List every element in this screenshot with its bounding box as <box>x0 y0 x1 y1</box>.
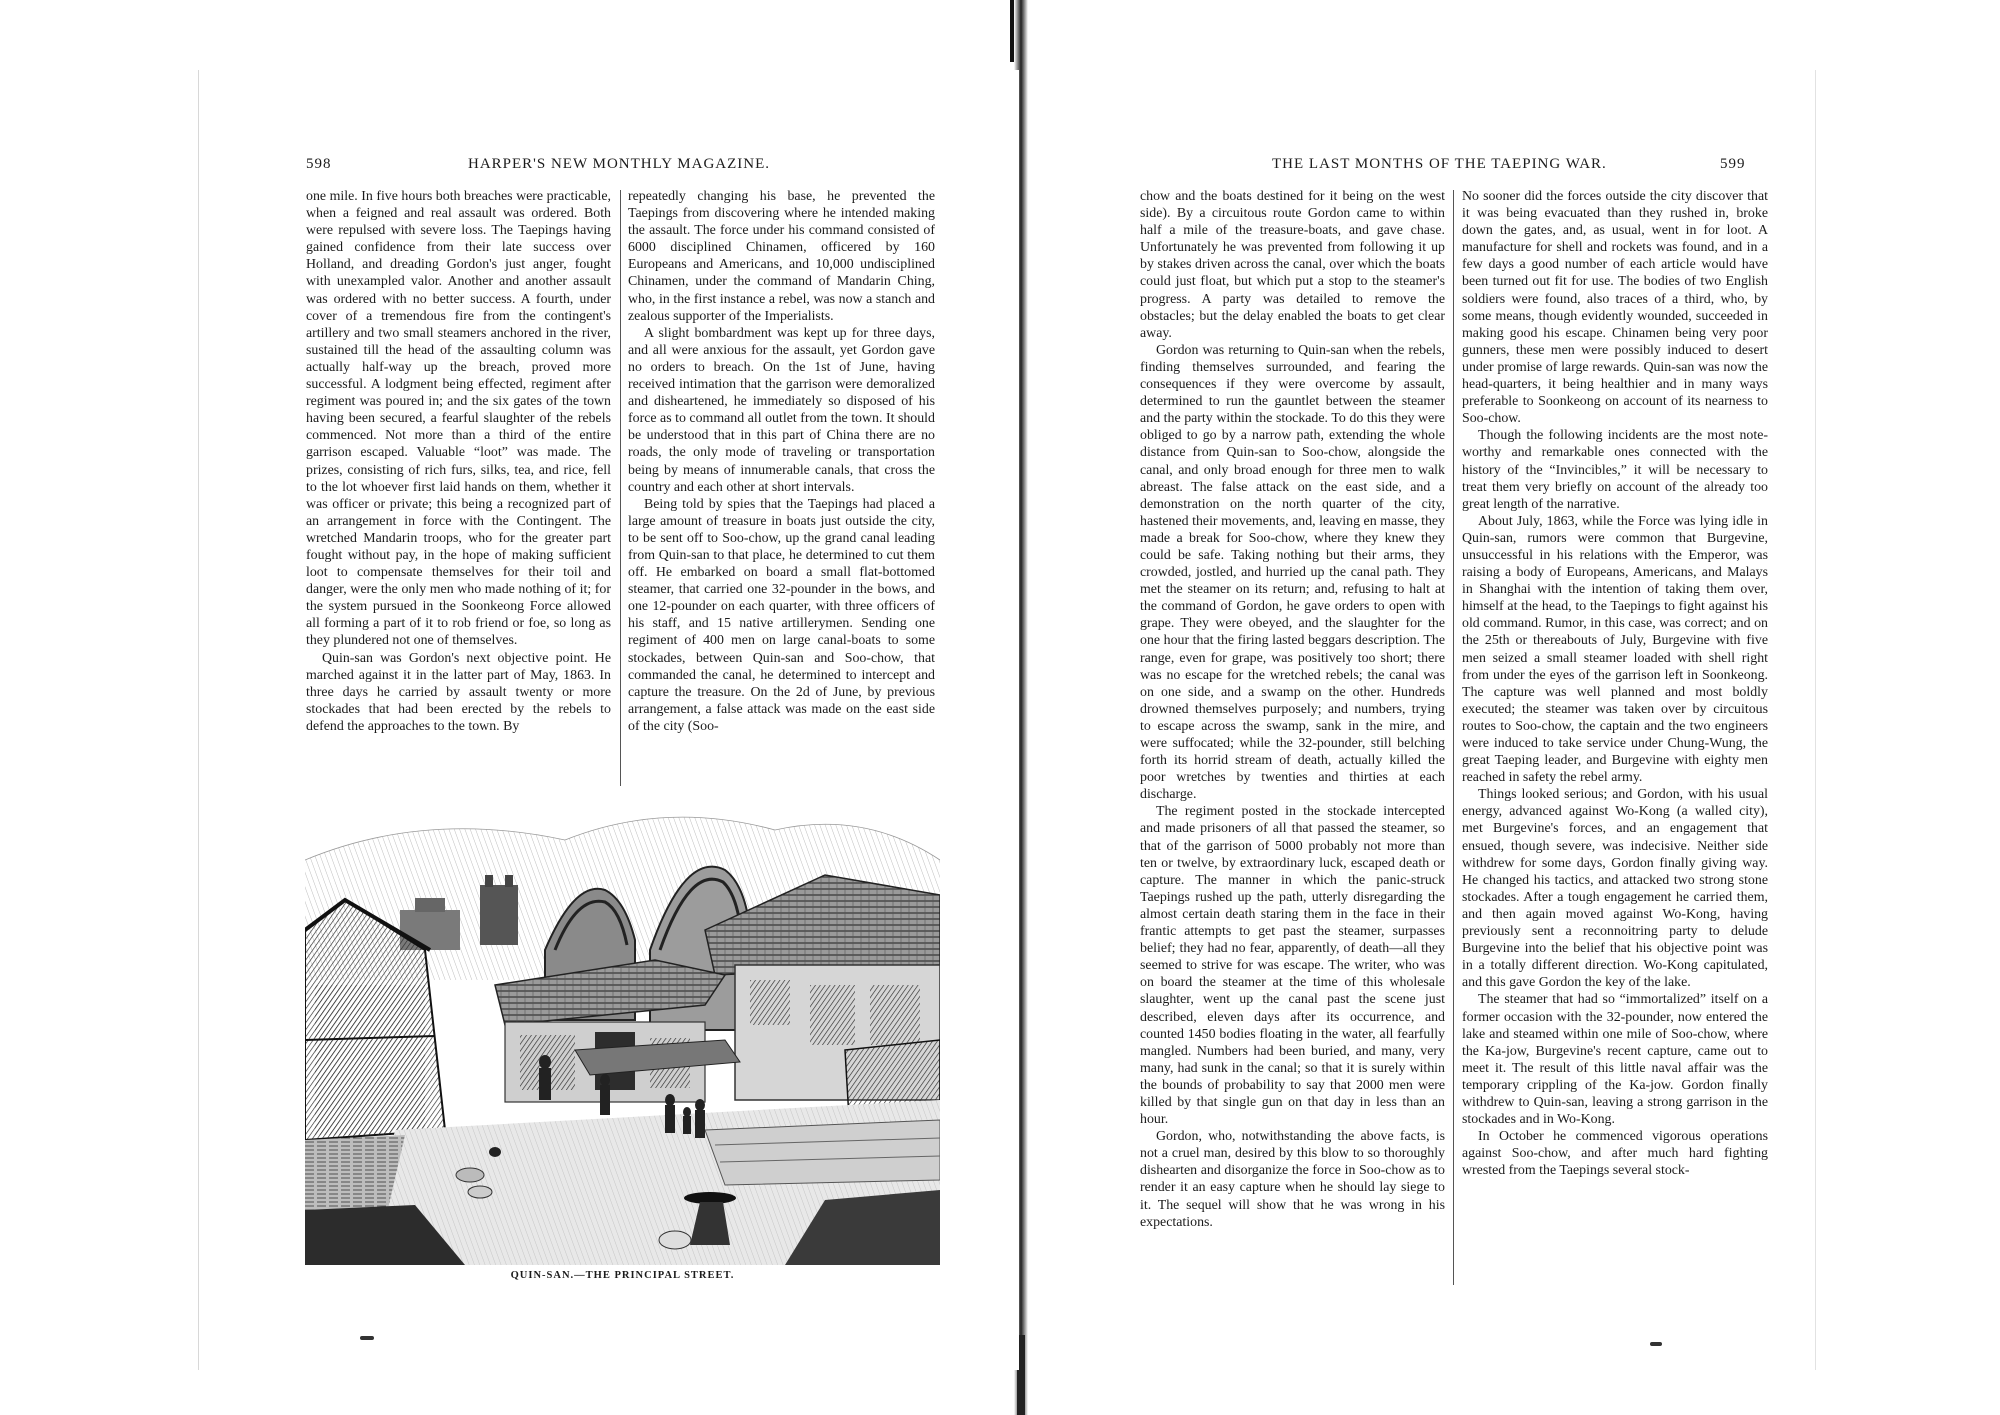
print-mark <box>360 1336 374 1340</box>
paragraph: repeatedly changing his base, he prevented the Taepings from discovering where he intended making the assault. The force under his command consisted of 6000 disciplined Chinamen, officered by 160 Europeans and Americans, and 10,000 undisciplined Chinamen, under the command of Mandarin Ching, who, in the first instance a rebel, was now a stanch and zealous supporter of the Imperialists. <box>628 189 935 324</box>
paragraph: Gordon, who, notwithstanding the above facts, is not a cruel man, desired by this blow to so thoroughly dishearten and disorganize the force in Soo-chow as to render it an easy capture when he should lay siege to it. The sequel will show that he was wrong in his expectations. <box>1140 1129 1445 1230</box>
paragraph: No sooner did the forces outside the city discover that it was being evacuated than they rushed in, broke down the gates, and, as usual, went in for loot. A manufacture for shell and rockets was found, and in a few days a good number of each article would have been turned out fit for use. The bodies of two English soldiers were found, also traces of a third, who, by some means, though evidently wounded, succeeded in making good his escape. Chinamen being very poor gunners, these men were possibly induced to desert under promise of large rewards. Quin-san was now the head-quarters, it being healthier and in many ways preferable to Soonkeong on account of its nearness to Soo-chow. <box>1462 189 1768 427</box>
paragraph: Quin-san was Gordon's next objective point. He marched against it in the latter part of May, 1863. In three days he carried by assault twenty or more stockades that had been erected by the rebels to defend the approaches to the town. By <box>306 650 611 734</box>
paragraph: Things looked serious; and Gordon, with his usual energy, advanced against Wo-Kong (a walled city), met Burgevine's forces, and an engagement that ensued, though severe, was indecisive. Neither side withdrew for some days, Gordon finally giving way. He changed his tactics, and attacked two strong stone stockades. After a tough engagement he carried them, and then again moved against Wo-Kong, having previously sent a reconnoitring party to delude Burgevine into the belief that his objective point was in a totally different direction. Wo-Kong capitulated, and this gave Gordon the key of the lake. <box>1462 787 1768 991</box>
paragraph: About July, 1863, while the Force was lying idle in Quin-san, rumors were common that Burgevine, unsuccessful in his relations with the Emperor, was raising a body of Europeans, Americans, and Malays in Shanghai with the intention of taking them over, himself at the head, to the Taepings to fight against his old command. Rumor, in this case, was correct; and on the 25th or thereabouts of July, Burgevine with five men seized a small steamer loaded with shell right from under the eyes of the garrison left in Soonkeong. The capture was well planned and most boldly executed; the steamer was taken over by circuitous routes to Soo-chow, the captain and the two engineers were induced to take service under Chung-Wung, the great Taeping leader, and Burgevine with eighty men reached in safety the rebel army. <box>1462 513 1768 786</box>
running-head-right: THE LAST MONTHS OF THE TAEPING WAR. <box>1272 156 1607 172</box>
paragraph: The steamer that had so “immortalized” itself on a former occasion with the 32-pounder, now entered the lake and steamed within one mile of Soo-chow, where the Ka-jow, Burgevine's recent capture, came out to meet it. The result of this little naval affair was the temporary crippling of the Ka-jow. Gordon finally withdrew to Quin-san, leaving a strong garrison in the stockades and in Wo-Kong. <box>1462 992 1768 1128</box>
paragraph: Though the following incidents are the most note-worthy and remarkable ones connected with the history of the “Invincibles,” it will be necessary to treat them very briefly on account of the already too great length of the narrative. <box>1462 428 1768 512</box>
paragraph: A slight bombardment was kept up for three days, and all were anxious for the assault, yet Gordon gave no orders to breach. On the 1st of June, having received intimation that the garrison were demoralized and disheartened, he immediately so disposed of his force as to command all outlet from the town. It should be understood that in this part of China there are no roads, the only mode of traveling or transportation being by means of innumerable canals, that cross the country and each other at short intervals. <box>628 325 935 495</box>
quin-san-street-engraving <box>305 800 940 1265</box>
right-column-1 <box>1140 188 1445 1290</box>
column-rule <box>1453 190 1454 1285</box>
right-column-2 <box>1462 188 1768 1290</box>
running-head-left: HARPER'S NEW MONTHLY MAGAZINE. <box>468 156 771 172</box>
print-mark <box>1650 1342 1662 1346</box>
illustration-caption: QUIN-SAN.—THE PRINCIPAL STREET. <box>510 1270 735 1281</box>
page-number-left: 598 <box>306 156 332 172</box>
column-rule <box>620 190 621 786</box>
paragraph: In October he commenced vigorous operations against Soo-chow, and after much hard fighting wrested from the Taepings several stock- <box>1462 1129 1768 1179</box>
left-column-2 <box>628 188 935 788</box>
paragraph: chow and the boats destined for it being on the west side). By a circuitous route Gordon came to within half a mile of the treasure-boats, and gave chase. Unfortunately he was prevented from following it up by stakes driven across the canal, over which the boats could just float, but which put a stop to the steamer's progress. A party was detailed to remove the obstacles; but the delay enabled the boats to get clear away. <box>1140 189 1445 341</box>
paragraph: Being told by spies that the Taepings had placed a large amount of treasure in boats just outside the city, to be sent off to Soo-chow, up the grand canal leading from Quin-san to that place, he determined to cut them off. He embarked on board a small flat-bottomed steamer, that carried one 32-pounder in the bows, and one 12-pounder on each quarter, with three officers of his staff, and 15 native artillerymen. Sending one regiment of 400 men on large canal-boats to some stockades, between Quin-san and Soo-chow, that commanded the canal, he determined to intercept and capture the treasure. On the 2d of June, by previous arrangement, a false attack was made on the east side of the city (Soo- <box>628 496 935 734</box>
paragraph: one mile. In five hours both breaches were practicable, when a feigned and real assault was ordered. Both were repulsed with severe loss. The Taepings having gained confidence from their late success over Holland, and dreading Gordon's just anger, fought with unexampled valor. Another and another assault was ordered with no better success. A fourth, under cover of a tremendous fire from the contingent's artillery and two small steamers anchored in the river, sustained till the head of the assaulting column was actually half-way up the breach, proved more successful. A lodgment being effected, regiment after regiment was poured in; and the six gates of the town having been secured, a fearful slaughter of the rebels commenced. Not more than a third of the entire garrison escaped. Valuable “loot” was made. The prizes, consisting of rich furs, silks, tea, and rice, fell to the lot whoever first laid hands on them, whether it was officer or private; this being a recognized part of an arrangement in force with the Contingent. The wretched Mandarin troops, who for the greater part fought without pay, in the hope of making sufficient loot to compensate themselves for their toil and danger, were the only men who made nothing of it; for the system pursued in the Soonkeong Force allowed all forming a part of it to rob friend or foe, so long as they plundered not one of themselves. <box>306 189 611 649</box>
paragraph: Gordon was returning to Quin-san when the rebels, finding themselves surrounded, and fearing the consequences if they were overcome by assault, determined to run the gauntlet between the steamer and the party within the stockade. To do this they were obliged to go by a narrow path, extending the whole distance from Quin-san to Soo-chow, alongside the canal, and only broad enough for three men to walk abreast. The false attack on the east side, and a demonstration on the north quarter of the city, hastened their movements, and, leaving en masse, they made a break for Soo-chow, where they knew they could be safe. Taking nothing but their arms, they crowded, jostled, and hurried up the canal path. They met the steamer on its return; and, refusing to halt at the command of Gordon, he gave orders to open with grape. They were obeyed, and the slaughter for the one hour that the firing lasted beggars description. The range, even for grape, was positively too short; there was no escape for the wretched rebels; the canal was on one side, and a swamp on the other. Hundreds drowned themselves purposely; and numbers, trying to escape across the swamp, sank in the mire, and were suffocated; while the 32-pounder, still belching forth its horrid stream of death, actually killed the poor wretches by twenties and thirties at each discharge. <box>1140 342 1445 803</box>
left-column-1 <box>306 188 611 788</box>
page-number-right: 599 <box>1720 156 1746 172</box>
paragraph: The regiment posted in the stockade intercepted and made prisoners of all that passed the steamer, so that of the garrison of 5000 probably not more than ten or twelve, by extraordinary luck, escaped death or capture. The manner in which the panic-struck Taepings rushed up the path, utterly disregarding the almost certain death staring them in the face in their frantic attempts to get past the steamer, surpasses belief; they had no fear, apparently, of death—all they seemed to strive for was escape. The writer, who was on board the steamer at the time of this wholesale slaughter, went up the canal past the scene just described, eleven days after its occurrence, and counted 1450 bodies floating in the water, all fearfully mangled. Numbers had been buried, and many, very many, had sunk in the canal; so that it is surely within the bounds of probability to say that 2000 men were killed by that single gun on that day in less than an hour. <box>1140 804 1445 1128</box>
